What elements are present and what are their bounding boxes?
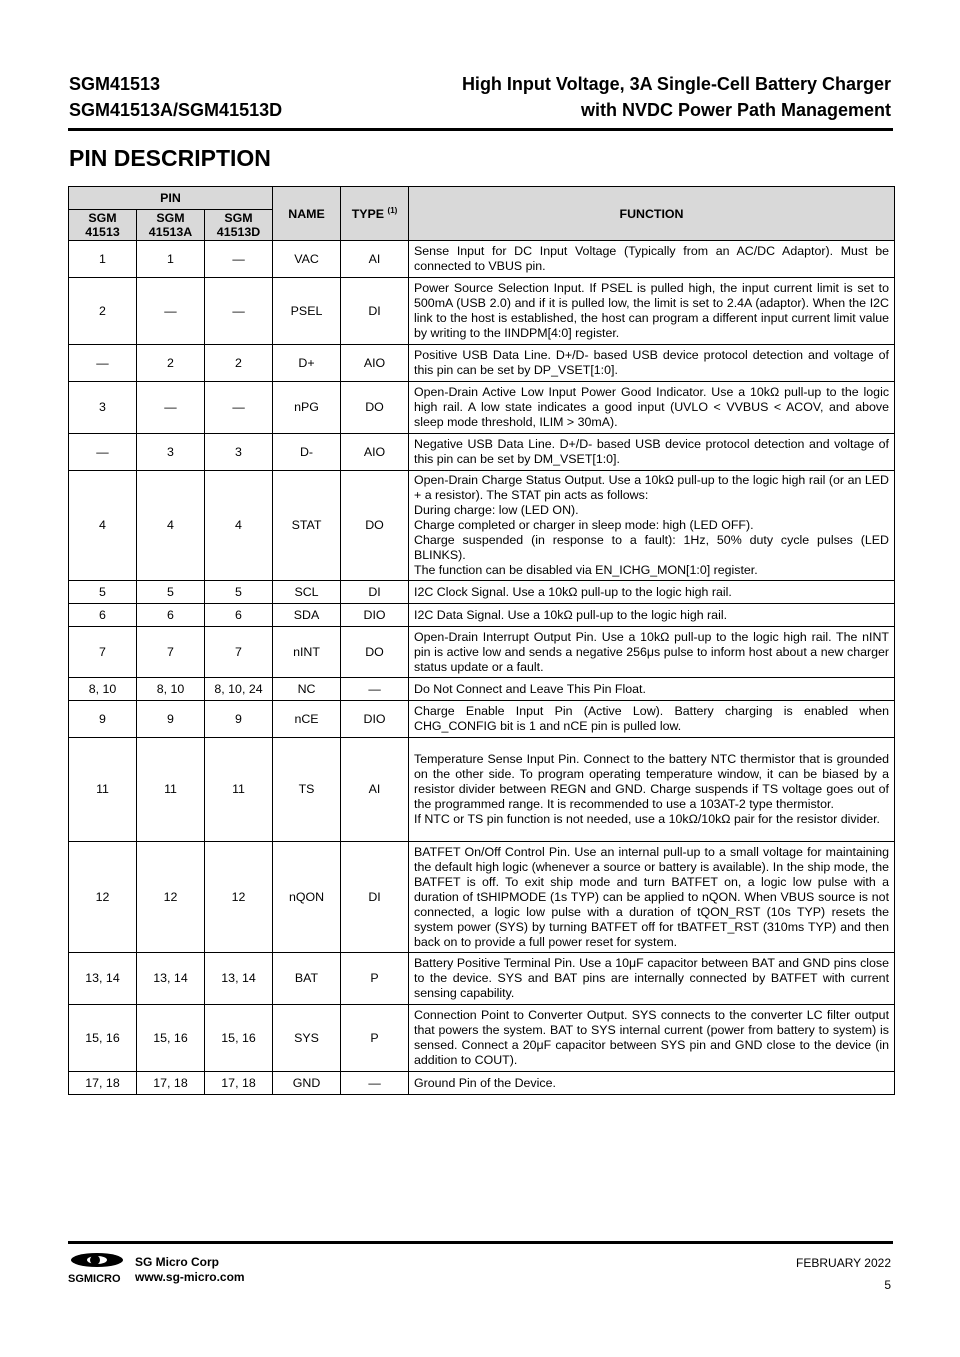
pin-row [69, 842, 895, 953]
pin-name: TS [273, 738, 341, 842]
pin-function: Temperature Sense Input Pin. Connect to the battery NTC thermistor that is grounded on the other side. To program operating temperature window, it can be biased by a resistor divider between REGN and GND. Charge suspends if TS voltage goes out of the programmed range. It is recommended to use a 103AT-2 type thermistor. If NTC or TS pin function is not needed, use a 10kΩ/10kΩ pair for the resistor divider. [409, 738, 895, 842]
pin-function: Ground Pin of the Device. [409, 1072, 895, 1095]
pin-sgm41513d: — [205, 278, 273, 345]
pin-name: nCE [273, 701, 341, 738]
pin-sgm41513a: — [137, 278, 205, 345]
pin-function: Sense Input for DC Input Voltage (Typically from an AC/DC Adaptor). Must be connected to VBUS pin. [409, 241, 895, 278]
pin-row [69, 1005, 895, 1072]
pin-sgm41513a: 11 [137, 738, 205, 842]
pin-name: VAC [273, 241, 341, 278]
pin-row [69, 1072, 895, 1095]
pin-sgm41513d: 5 [205, 581, 273, 604]
pin-sgm41513d: — [205, 382, 273, 434]
pin-name: D- [273, 434, 341, 471]
pin-function: Open-Drain Active Low Input Power Good Indicator. Use a 10kΩ pull-up to the logic high rail. A low state indicates a good input (UVLO < VVBUS < ACOV, and above sleep mode threshold, ILIM > 30mA). [409, 382, 895, 434]
pin-row [69, 382, 895, 434]
pin-row [69, 345, 895, 382]
pin-name: NC [273, 678, 341, 701]
pin-sgm41513a: 12 [137, 842, 205, 953]
pin-name: PSEL [273, 278, 341, 345]
pin-sgm41513d: 6 [205, 604, 273, 627]
pin-row [69, 278, 895, 345]
pin-description-table [68, 186, 895, 1095]
pin-row [69, 701, 895, 738]
section-title: PIN DESCRIPTION [69, 145, 271, 171]
pin-sgm41513a: 9 [137, 701, 205, 738]
pin-name: SDA [273, 604, 341, 627]
company-name: SG Micro Corp [135, 1255, 220, 1269]
pin-sgm41513: 9 [69, 701, 137, 738]
pin-sgm41513: 7 [69, 627, 137, 678]
pin-function: Negative USB Data Line. D+/D- based USB device protocol detection and voltage of this pin can be set by DM_VSET[1:0]. [409, 434, 895, 471]
pin-function: BATFET On/Off Control Pin. Use an internal pull-up to a small voltage for maintaining the default high logic (whenever a source or battery is available). In the ship mode, the BATFET is off. To exit ship mode and turn BATFET on, a logic low pulse with a duration of tSHIPMODE (1s TYP) can be applied to nQON. When VBUS source is not connected, a logic low pulse with a duration of tQON_RST (10s TYP) resets the system power (SYS) by turning BATFET off for tBATFET_RST (310ms TYP) and then back on to provide a full power reset for system. [409, 842, 895, 953]
pin-sgm41513: 12 [69, 842, 137, 953]
pin-sgm41513d: 15, 16 [205, 1005, 273, 1072]
pin-sgm41513: 2 [69, 278, 137, 345]
sgmicro-logo [68, 1252, 132, 1289]
header-divider [68, 128, 893, 131]
pin-type: DO [341, 627, 409, 678]
pin-sgm41513: 5 [69, 581, 137, 604]
pin-sgm41513a: 4 [137, 471, 205, 581]
pin-function: I2C Clock Signal. Use a 10kΩ pull-up to the logic high rail. [409, 581, 895, 604]
pin-function: I2C Data Signal. Use a 10kΩ pull-up to the logic high rail. [409, 604, 895, 627]
pin-row [69, 581, 895, 604]
pin-sgm41513: 4 [69, 471, 137, 581]
sgm41513a-header: SGM 41513A [137, 210, 205, 241]
pin-row [69, 953, 895, 1005]
pin-sgm41513a: 3 [137, 434, 205, 471]
pin-sgm41513d: 7 [205, 627, 273, 678]
pin-sgm41513a: 8, 10 [137, 678, 205, 701]
function-header: FUNCTION [409, 187, 895, 241]
pin-sgm41513a: 6 [137, 604, 205, 627]
pin-sgm41513: — [69, 345, 137, 382]
pin-rows [69, 241, 895, 1095]
sgm41513-header: SGM 41513 [69, 210, 137, 241]
document-title [462, 71, 891, 123]
pin-function: Power Source Selection Input. If PSEL is pulled high, the input current limit is set to 500mA (USB 2.0) and if it is pulled low, the limit is set to 2.4A (adaptor). When the I2C link to the host is established, the host can program a different input current limit value by writing to the IINDPM[4:0] register. [409, 278, 895, 345]
part-numbers [69, 71, 282, 123]
pin-type: — [341, 1072, 409, 1095]
pin-row [69, 738, 895, 842]
pin-name: SYS [273, 1005, 341, 1072]
pin-type: DI [341, 842, 409, 953]
pin-sgm41513a: — [137, 382, 205, 434]
pin-type: P [341, 1005, 409, 1072]
pin-type: DO [341, 471, 409, 581]
pin-row [69, 434, 895, 471]
pin-sgm41513d: 12 [205, 842, 273, 953]
pin-function: Do Not Connect and Leave This Pin Float. [409, 678, 895, 701]
pin-row [69, 678, 895, 701]
pin-type: P [341, 953, 409, 1005]
pin-row [69, 604, 895, 627]
pin-sgm41513: 13, 14 [69, 953, 137, 1005]
pin-sgm41513: 6 [69, 604, 137, 627]
pin-name: nPG [273, 382, 341, 434]
pin-row [69, 471, 895, 581]
pin-type: DI [341, 581, 409, 604]
pin-sgm41513: — [69, 434, 137, 471]
pin-sgm41513d: 2 [205, 345, 273, 382]
pin-sgm41513d: 11 [205, 738, 273, 842]
pin-sgm41513d: 9 [205, 701, 273, 738]
pin-sgm41513d: 13, 14 [205, 953, 273, 1005]
pin-name: nQON [273, 842, 341, 953]
pin-sgm41513a: 15, 16 [137, 1005, 205, 1072]
pin-function: Battery Positive Terminal Pin. Use a 10μF capacitor between BAT and GND pins close to the device. SYS and BAT pins are internally connected by BATFET with current sensing capability. [409, 953, 895, 1005]
pin-sgm41513: 8, 10 [69, 678, 137, 701]
pin-name: GND [273, 1072, 341, 1095]
pin-sgm41513d: 17, 18 [205, 1072, 273, 1095]
footer-divider [68, 1241, 893, 1244]
pin-sgm41513a: 7 [137, 627, 205, 678]
pin-name: nINT [273, 627, 341, 678]
title-line2: with NVDC Power Path Management [580, 100, 891, 120]
company-info [135, 1255, 245, 1285]
part-number-line2: SGM41513A/SGM41513D [69, 100, 283, 120]
pin-sgm41513d: — [205, 241, 273, 278]
page-number: 5 [884, 1278, 891, 1292]
company-website: www.sg-micro.com [135, 1270, 245, 1284]
pin-sgm41513a: 5 [137, 581, 205, 604]
pin-type: DO [341, 382, 409, 434]
pin-type: DIO [341, 604, 409, 627]
pin-sgm41513: 3 [69, 382, 137, 434]
pin-function: Open-Drain Charge Status Output. Use a 10kΩ pull-up to the logic high rail (or an LED + a resistor). The STAT pin acts as follows: During charge: low (LED ON). Charge completed or charger in sleep mode: high (LED OFF). Charge suspended (in response to a fault): 1Hz, 50% duty cycle pulses (LED BLINKS). The function can be disabled via EN_ICHG_MON[1:0] register. [409, 471, 895, 581]
pin-type: AIO [341, 434, 409, 471]
logo-wordmark: SGMICRO [68, 1273, 121, 1284]
publication-date: FEBRUARY 2022 [796, 1256, 891, 1270]
pin-sgm41513d: 3 [205, 434, 273, 471]
sgm41513d-header: SGM 41513D [205, 210, 273, 241]
pin-type: DIO [341, 701, 409, 738]
pin-sgm41513a: 17, 18 [137, 1072, 205, 1095]
pin-function: Connection Point to Converter Output. SYS connects to the converter LC filter output that powers the system. BAT to SYS internal current (power from battery to system) is sensed. Connect a 20μF capacitor between SYS pin and GND close to the device (in addition to COUT). [409, 1005, 895, 1072]
pin-sgm41513: 1 [69, 241, 137, 278]
pin-name: D+ [273, 345, 341, 382]
pin-name: BAT [273, 953, 341, 1005]
pin-function: Charge Enable Input Pin (Active Low). Battery charging is enabled when CHG_CONFIG bit is 1 and nCE pin is pulled low. [409, 701, 895, 738]
pin-type: DI [341, 278, 409, 345]
type-header: TYPE $^{(1)}$ [341, 187, 409, 241]
pin-sgm41513a: 1 [137, 241, 205, 278]
pin-type: AIO [341, 345, 409, 382]
pin-type: AI [341, 241, 409, 278]
part-number-line1: SGM41513 [69, 74, 161, 94]
pin-sgm41513a: 2 [137, 345, 205, 382]
pin-header: PIN [69, 187, 273, 210]
name-header: NAME [273, 187, 341, 241]
pin-sgm41513: 17, 18 [69, 1072, 137, 1095]
pin-name: STAT [273, 471, 341, 581]
pin-row [69, 627, 895, 678]
pin-sgm41513: 15, 16 [69, 1005, 137, 1072]
pin-type: — [341, 678, 409, 701]
pin-function: Open-Drain Interrupt Output Pin. Use a 10kΩ pull-up to the logic high rail. The nINT pin is active low and sends a negative 256μs pulse to inform host about a new charger status update or a fault. [409, 627, 895, 678]
type-footnote: (1) [387, 205, 398, 215]
pin-type: AI [341, 738, 409, 842]
pin-sgm41513d: 8, 10, 24 [205, 678, 273, 701]
pin-sgm41513a: 13, 14 [137, 953, 205, 1005]
pin-name: SCL [273, 581, 341, 604]
pin-function: Positive USB Data Line. D+/D- based USB device protocol detection and voltage of this pin can be set by DP_VSET[1:0]. [409, 345, 895, 382]
pin-sgm41513d: 4 [205, 471, 273, 581]
pin-sgm41513: 11 [69, 738, 137, 842]
pin-row [69, 241, 895, 278]
title-line1: High Input Voltage, 3A Single-Cell Battery Charger [461, 74, 891, 94]
